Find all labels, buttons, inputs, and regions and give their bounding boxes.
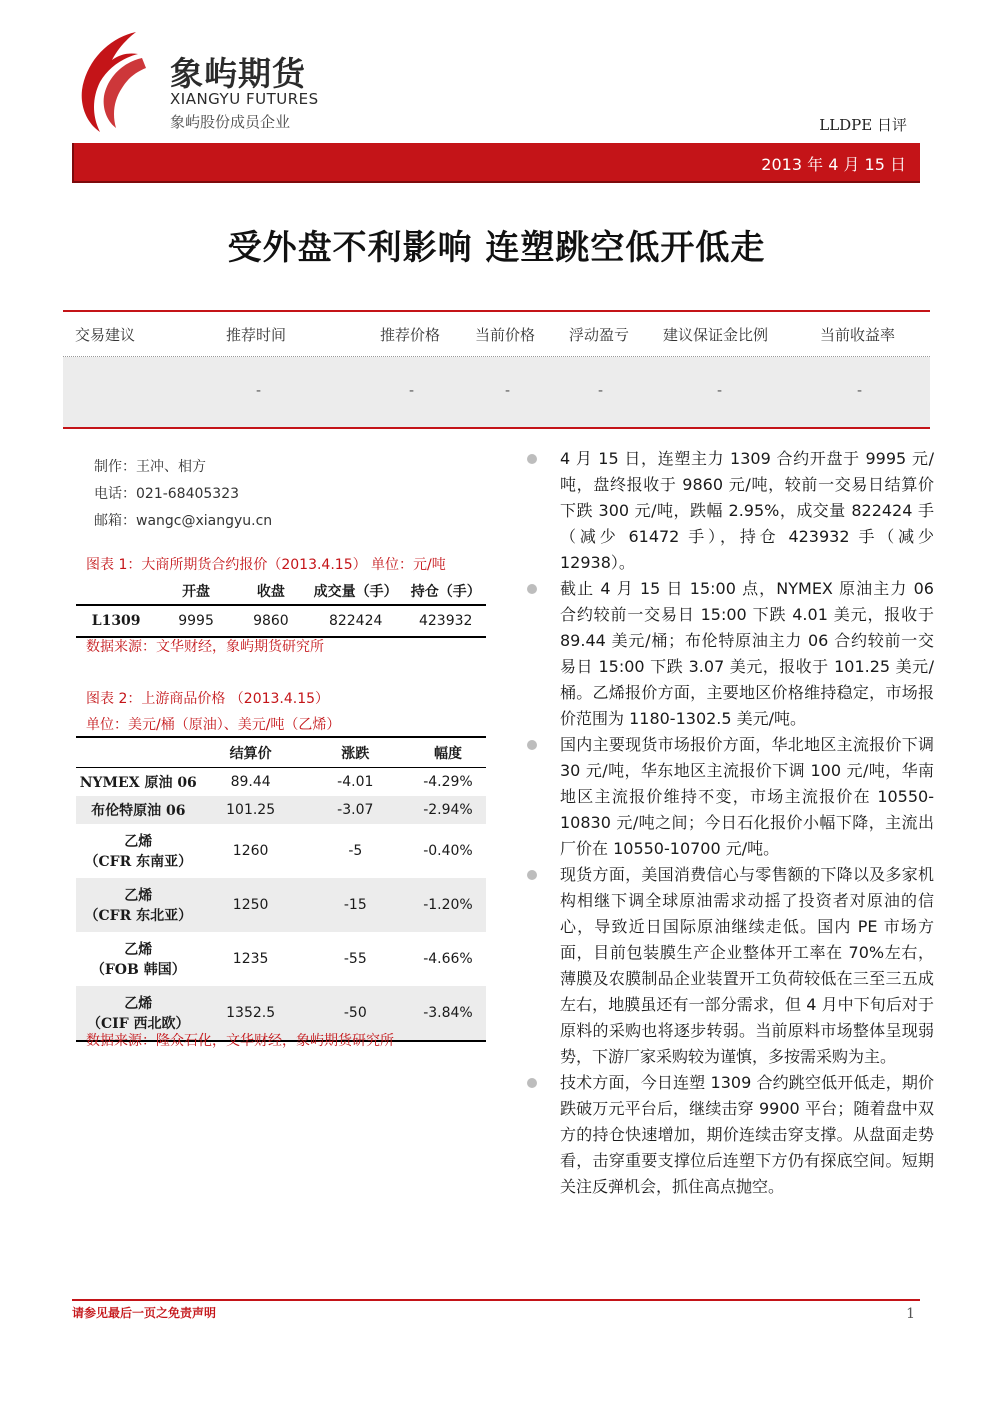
- email[interactable]: 邮箱：wangc@xiangyu.cn: [94, 513, 273, 529]
- advice-value: -: [256, 383, 262, 399]
- product-name-line: 乙烯: [124, 888, 153, 904]
- disclaimer-link[interactable]: 请参见最后一页之免责声明: [72, 1306, 217, 1320]
- table-cell: 1235: [232, 951, 269, 967]
- table-header-cell: 持仓（手）: [410, 584, 481, 600]
- advice-col-header: 推荐时间: [226, 326, 287, 344]
- table-header-cell: [76, 737, 201, 768]
- table-header-cell: 成交量（手）: [313, 584, 398, 600]
- product-region: （CFR 东北亚）: [84, 908, 193, 924]
- table-header-cell: 收盘: [256, 584, 285, 600]
- product-name: [76, 878, 201, 932]
- table-cell: -4.29%: [423, 774, 473, 790]
- table-row: [76, 605, 486, 637]
- advice-value-row: [63, 357, 930, 427]
- bullet-text: 现货方面，美国消费信心与零售额的下降以及多家机构相继下调全球原油需求动摇了投资者对原油的信心，导致近日国际原油继续走低。国内 PE 市场方面，目前包装膜生产企业整体开工率在 70%左右，薄膜及农膜制品企业装置开工负荷较低在三至三五成左右，地膜虽还有一部分需求，但 4 月中下旬后对于原料的采购也将逐步转弱。当前原料市场整体呈现弱势，下游厂家采购较为谨慎，多按需采购为主。: [560, 865, 934, 1066]
- advice-value: -: [717, 383, 723, 399]
- product-region: （FOB 韩国）: [90, 962, 186, 978]
- table-cell: 9860: [236, 605, 306, 637]
- bullet-text: 截止 4 月 15 日 15:00 点，NYMEX 原油主力 06 合约较前一交易日 15:00 下跌 4.01 美元，报收于 89.44 美元/桶；布伦特原油主力 06 合约较前一交易日 15:00 下跌 3.07 美元，报收于 101.25 美元/桶。乙烯报价方面，主要地区价格维持稳定，市场报价范围为 1180-1302.5 美元/吨。: [560, 579, 934, 728]
- table-cell: -0.40%: [423, 843, 473, 859]
- table-cell: -5: [348, 843, 363, 859]
- table-cell: -2.94%: [410, 796, 486, 824]
- advice-value: -: [505, 383, 511, 399]
- table-cell: 101.25: [201, 796, 301, 824]
- advice-col-header: 浮动盈亏: [569, 326, 630, 344]
- bullet-icon: [527, 870, 537, 880]
- bullet-icon: [527, 454, 537, 464]
- upstream-price-table: [76, 736, 486, 1042]
- brand-name-en: XIANGYU FUTURES: [170, 90, 319, 108]
- list-item: [524, 732, 934, 862]
- list-item: [524, 576, 934, 732]
- table2-source: 数据来源：隆众石化，文华财经，象屿期货研究所: [86, 1033, 394, 1049]
- product-name-line: 乙烯: [124, 834, 153, 850]
- product-name: 布伦特原油 06: [76, 796, 201, 824]
- table-header-cell: 开盘: [182, 584, 211, 600]
- page-title: 受外盘不利影响 连塑跳空低开低走: [227, 228, 766, 268]
- report-type: LLDPE 日评: [819, 116, 907, 134]
- date-bar: [72, 143, 920, 183]
- advice-col-header: 当前价格: [475, 326, 536, 344]
- table-header-row: [76, 737, 486, 768]
- advice-col-header: 当前收益率: [820, 326, 896, 344]
- bullet-text: 国内主要现货市场报价方面，华北地区主流报价下调 30 元/吨，华东地区主流报价下调 100 元/吨，华南地区主流报价维持不变，市场主流报价在 10550-10830 元/吨之间；今日石化报价小幅下降，主流出厂价在 10550-10700 元/吨。: [560, 735, 934, 858]
- table-row: [76, 932, 486, 986]
- table-cell: -3.84%: [410, 986, 486, 1041]
- table-cell: -15: [301, 878, 410, 932]
- table-cell: -1.20%: [410, 878, 486, 932]
- list-item: [524, 446, 934, 576]
- table-cell: -3.07: [301, 796, 410, 824]
- table-cell: -55: [343, 951, 367, 967]
- table-cell: -4.66%: [423, 951, 473, 967]
- table-cell: 1260: [232, 843, 269, 859]
- trade-advice-table: [63, 310, 930, 429]
- table-cell: 1250: [201, 878, 301, 932]
- advice-col-header: 建议保证金比例: [663, 326, 769, 344]
- brand-subtitle: 象屿股份成员企业: [170, 113, 291, 131]
- advice-value: -: [857, 383, 863, 399]
- table-cell: 822424: [306, 605, 405, 637]
- authors: 制作：王冲、相方: [94, 459, 206, 475]
- page-number: 1: [906, 1306, 915, 1322]
- contract-code: L1309: [76, 605, 156, 637]
- product-region: （CIF 西北欧）: [87, 1016, 190, 1032]
- table-cell: 1352.5: [201, 986, 301, 1041]
- table-cell: 89.44: [230, 774, 271, 790]
- advice-col-header: 交易建议: [75, 326, 136, 344]
- product-name: [76, 932, 201, 986]
- table-cell: -50: [301, 986, 410, 1041]
- futures-quote-table: [76, 578, 486, 638]
- list-item: [524, 862, 934, 1070]
- table-header-row: [76, 578, 486, 605]
- table-header-cell: 幅度: [433, 745, 462, 762]
- table2-unit: 单位：美元/桶（原油）、美元/吨（乙烯）: [86, 717, 341, 733]
- commentary-list: [524, 446, 934, 1200]
- footer-rule: [72, 1299, 920, 1301]
- bullet-icon: [527, 740, 537, 750]
- advice-value: -: [409, 383, 415, 399]
- advice-col-header: 推荐价格: [380, 326, 441, 344]
- product-name: [76, 824, 201, 878]
- logo-mark-icon: [78, 28, 148, 132]
- product-region: （CFR 东南亚）: [84, 854, 193, 870]
- bullet-icon: [527, 1078, 537, 1088]
- bullet-text: 4 月 15 日，连塑主力 1309 合约开盘于 9995 元/吨，盘终报收于 9860 元/吨，较前一交易日结算价下跌 300 元/吨，跌幅 2.95%，成交量 822424 手（减少 61472 手），持仓 423932 手（减少 12938）。: [560, 449, 934, 572]
- table-row: [76, 878, 486, 932]
- table1-source: 数据来源：文华财经，象屿期货研究所: [86, 639, 324, 655]
- table-row: [76, 824, 486, 878]
- brand-name-cn: 象屿期货: [170, 54, 306, 93]
- table-row: [76, 768, 486, 797]
- product-name-line: 乙烯: [124, 996, 153, 1012]
- advice-header-row: [63, 312, 930, 357]
- table-header-cell: 涨跌: [341, 745, 370, 762]
- product-name-line: 乙烯: [124, 942, 153, 958]
- report-date: 2013 年 4 月 15 日: [761, 155, 906, 174]
- table-header-cell: [76, 578, 156, 605]
- table-cell: 9995: [156, 605, 236, 637]
- phone: 电话：021-68405323: [94, 486, 240, 502]
- product-name: NYMEX 原油 06: [79, 775, 197, 791]
- bullet-text: 技术方面，今日连塑 1309 合约跳空低开低走，期价跌破万元平台后，继续击穿 9900 平台；随着盘中双方的持仓快速增加，期价连续击穿支撑。从盘面走势看，击穿重要支撑位后连塑下方仍有探底空间。短期关注反弹机会，抓住高点抛空。: [560, 1073, 934, 1196]
- advice-bottom-rule: [63, 427, 930, 429]
- table-row: [76, 796, 486, 824]
- advice-value: -: [598, 383, 604, 399]
- table2-caption: 图表 2：上游商品价格 （2013.4.15）: [86, 691, 330, 707]
- table-cell: -4.01: [337, 774, 374, 790]
- table1-caption: 图表 1：大商所期货合约报价（2013.4.15） 单位：元/吨: [86, 557, 446, 573]
- table-cell: 423932: [405, 605, 486, 637]
- bullet-icon: [527, 584, 537, 594]
- list-item: [524, 1070, 934, 1200]
- table-header-cell: 结算价: [229, 745, 272, 762]
